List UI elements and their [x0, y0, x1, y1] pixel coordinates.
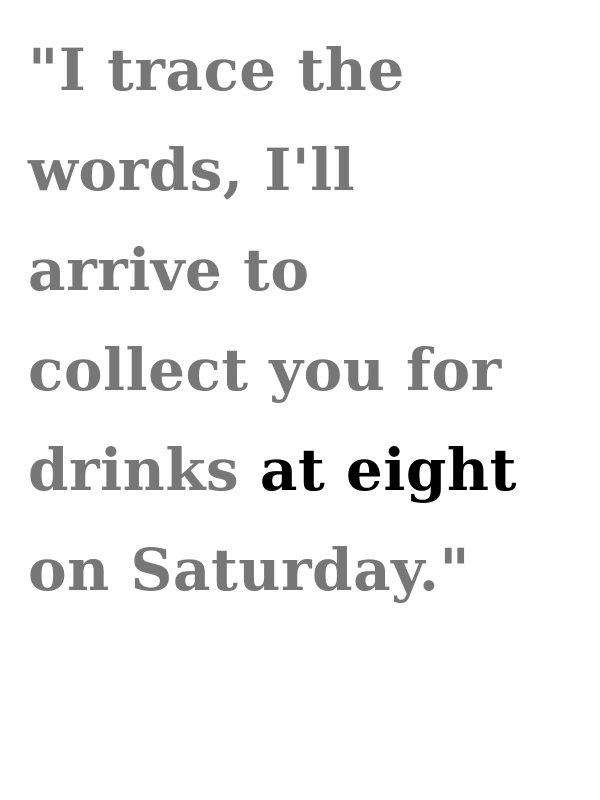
quote-line-6: on Saturday."	[28, 536, 471, 604]
quote-line-5	[28, 420, 574, 520]
quote-line-4: collect you for	[28, 336, 502, 404]
quote-text	[28, 20, 574, 620]
quote-line-3: arrive to	[28, 236, 310, 304]
quote-line-5-text: drinks	[28, 436, 260, 504]
quote-line-2: words, I'll	[28, 136, 356, 204]
quote-line-1: "I trace the	[28, 36, 405, 104]
emphasized-text: at eight	[259, 436, 517, 504]
